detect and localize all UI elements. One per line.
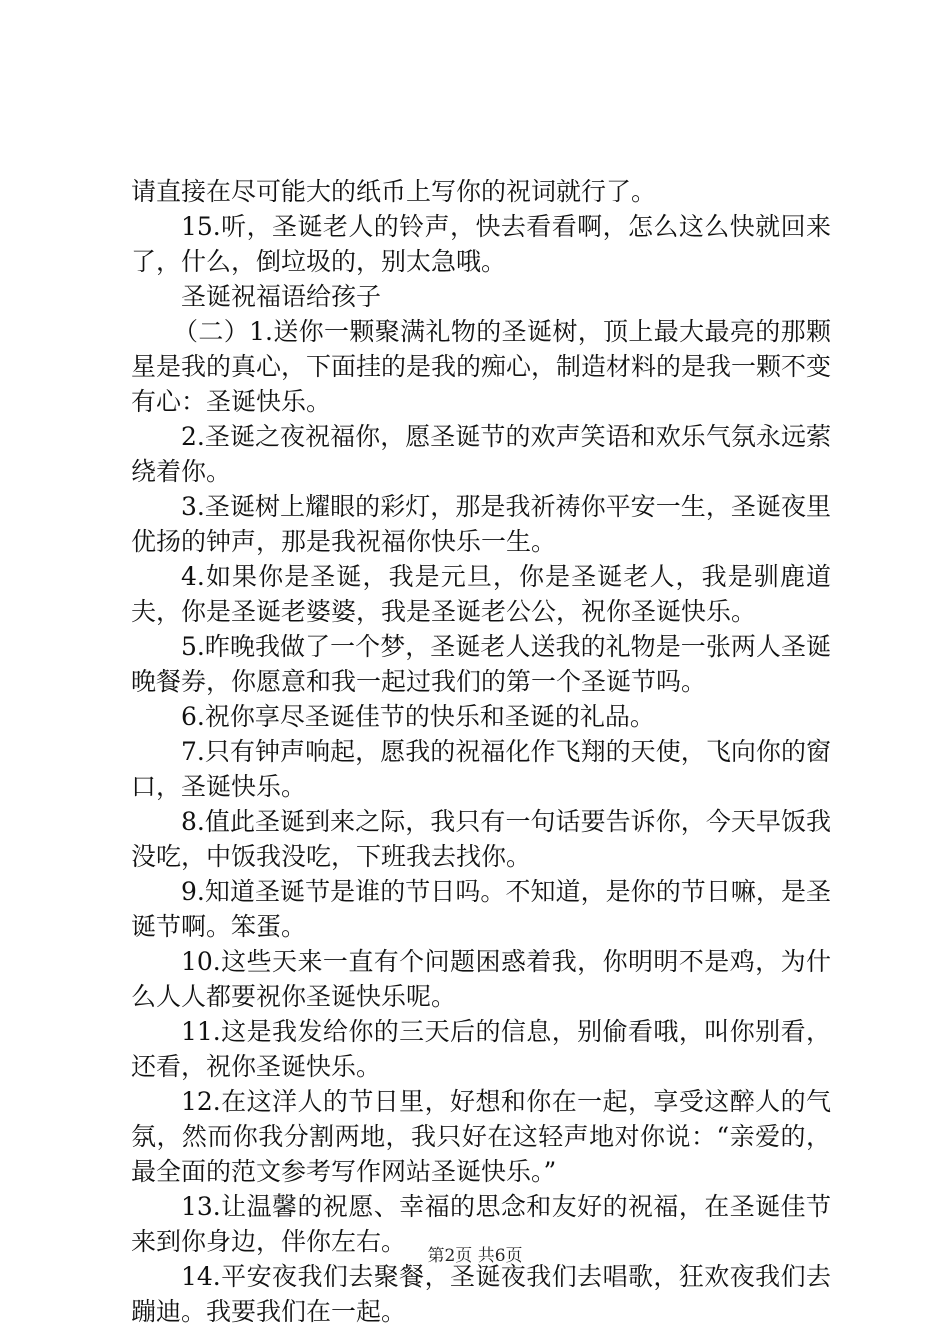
paragraph: 6.祝你享尽圣诞佳节的快乐和圣诞的礼品。 (181, 702, 655, 731)
paragraph: 8.值此圣诞到来之际，我只有一句话要告诉你，今天早饭我没吃，中饭我没吃，下班我去找你。 (131, 807, 831, 871)
paragraph: 3.圣诞树上耀眼的彩灯，那是我祈祷你平安一生，圣诞夜里优扬的钟声，那是我祝福你快乐一生。 (131, 492, 831, 556)
paragraph: 14.平安夜我们去聚餐，圣诞夜我们去唱歌，狂欢夜我们去蹦迪。我要我们在一起。 (131, 1262, 831, 1326)
paragraph: 9.知道圣诞节是谁的节日吗。不知道，是你的节日嘛，是圣诞节啊。笨蛋。 (131, 877, 831, 941)
paragraph: 13.让温馨的祝愿、幸福的思念和友好的祝福，在圣诞佳节来到你身边，伴你左右。 (131, 1192, 831, 1256)
paragraph: （二）1.送你一颗聚满礼物的圣诞树，顶上最大最亮的那颗星是我的真心，下面挂的是我的痴心，制造材料的是我一颗不变有心：圣诞快乐。 (131, 317, 832, 416)
paragraph: 10.这些天来一直有个问题困惑着我，你明明不是鸡，为什么人人都要祝你圣诞快乐呢。 (131, 947, 831, 1011)
paragraph: 4.如果你是圣诞，我是元旦，你是圣诞老人，我是驯鹿道夫，你是圣诞老婆婆，我是圣诞老公公，祝你圣诞快乐。 (131, 562, 831, 626)
paragraph: 12.在这洋人的节日里，好想和你在一起，享受这醉人的气氛，然而你我分割两地，我只好在这轻声地对你说：“亲爱的，最全面的范文参考写作网站圣诞快乐。” (131, 1087, 831, 1186)
section-heading: 圣诞祝福语给孩子 (181, 282, 382, 311)
paragraph: 5.昨晚我做了一个梦，圣诞老人送我的礼物是一张两人圣诞晚餐券，你愿意和我一起过我们的第一个圣诞节吗。 (131, 632, 831, 696)
paragraph: 11.这是我发给你的三天后的信息，别偷看哦，叫你别看，还看，祝你圣诞快乐。 (131, 1017, 831, 1081)
page-number-footer: 第2页 共6页 (427, 1246, 523, 1266)
paragraph: 15.听，圣诞老人的铃声，快去看看啊，怎么这么快就回来了，什么，倒垃圾的，别太急哦。 (131, 212, 831, 276)
paragraph: 2.圣诞之夜祝福你，愿圣诞节的欢声笑语和欢乐气氛永远萦绕着你。 (131, 422, 831, 486)
paragraph: 7.只有钟声响起，愿我的祝福化作飞翔的天使，飞向你的窗口，圣诞快乐。 (131, 737, 831, 801)
paragraph: 请直接在尽可能大的纸币上写你的祝词就行了。 (131, 177, 657, 206)
document-body (131, 174, 831, 1329)
